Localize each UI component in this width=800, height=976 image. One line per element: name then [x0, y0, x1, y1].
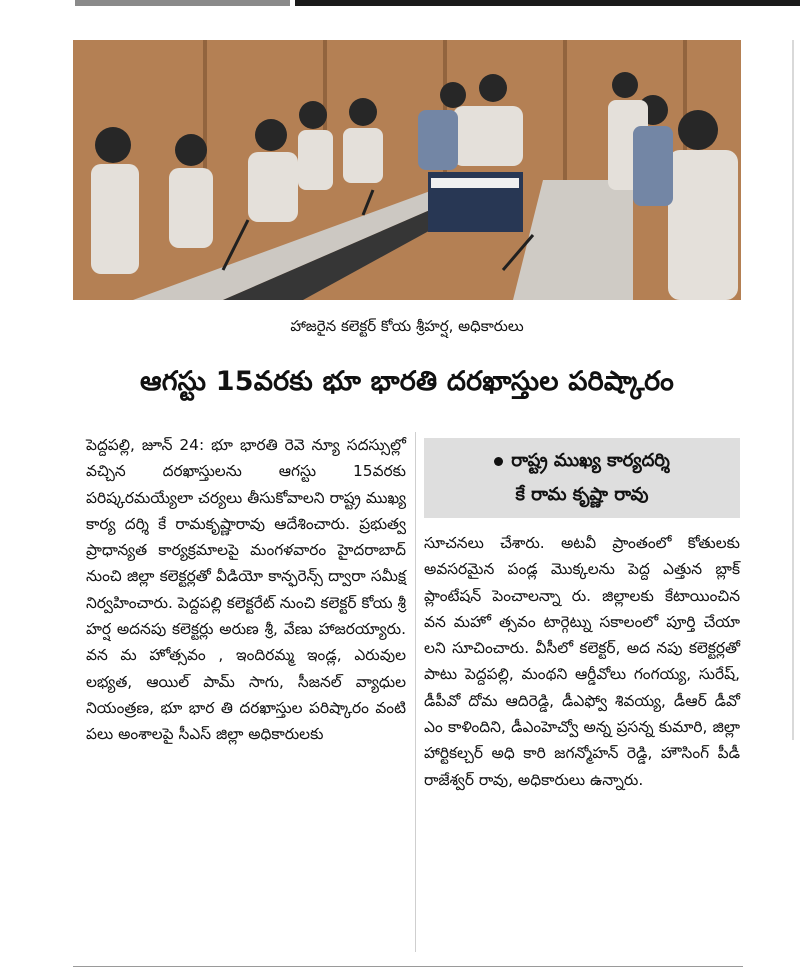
pull-quote-line-2: కే రామ కృష్ణా రావు	[515, 484, 649, 505]
news-photo	[73, 40, 741, 300]
pull-quote-line-1-text: రాష్ట్ర ముఖ్య కార్యదర్శి	[511, 450, 670, 471]
pull-quote-line-1	[424, 444, 740, 478]
top-rule-black	[295, 0, 800, 6]
article-text-column-1: పెద్దపల్లి, జూన్ 24: భూ భారతి రెవె న్యూ సదస్సుల్లో వచ్చిన దరఖాస్తులను ఆగస్టు 15వరకు పరిష్కరమయ్యేలా చర్యలు తీసుకోవాలని రాష్ట్ర ముఖ్య కార్య దర్శి కే రామకృష్ణారావు ఆదేశించారు. ప్రభుత్వ ప్రాధాన్యత కార్యక్రమాలపై మంగళవారం హైదరాబాద్ నుంచి జిల్లా కలెక్టర్లతో వీడియో కాన్ఫరెన్స్ ద్వారా సమీక్ష నిర్వహించారు. పెద్దపల్లి కలెక్టరేట్ నుంచి కలెక్టర్ కోయ శ్రీ హర్ష అదనపు కలెక్టర్లు అరుణ శ్రీ, వేణు హాజరయ్యారు. వన మ హోత్సవం , ఇందిరమ్మ ఇండ్ల, ఎరువుల లభ్యత, ఆయిల్ పామ్ సాగు, సీజనల్ వ్యాధుల నియంత్రణ, భూ భార తి దరఖాస్తుల పరిష్కారం వంటి పలు అంశాలపై సీఎస్ జిల్లా అధికారులకు	[86, 436, 406, 744]
article-column-1	[86, 432, 406, 748]
photo-caption: హాజరైన కలెక్టర్ కోయ శ్రీహర్ష, అధికారులు	[290, 317, 524, 335]
bottom-rule	[73, 966, 743, 967]
column-divider	[415, 432, 416, 952]
pull-quote-box	[424, 438, 740, 518]
page-edge-rule	[792, 40, 794, 740]
article-headline: ఆగస్టు 15వరకు భూ భారతి దరఖాస్తుల పరిష్కారం	[139, 366, 675, 397]
article-column-2	[424, 530, 740, 793]
bullet-icon	[494, 457, 503, 466]
article-text-column-2: సూచనలు చేశారు. అటవీ ప్రాంతంలో కోతులకు అవసరమైన పండ్ల మొక్కలను పెద్ద ఎత్తున బ్లాక్ ప్లాంటేషన్ పెంచాలన్నా రు. జిల్లాలకు కేటాయించిన వన మహో త్సవం టార్గెట్ను సకాలంలో పూర్తి చేయా లని సూచించారు. వీసీలో కలెక్టర్, అద నపు కలెక్టర్లతో పాటు పెద్దపల్లి, మంథని ఆర్డీవోలు గంగయ్య, సురేష్, డీపీవో దోమ ఆదిరెడ్డి, డీఎఫ్వో శివయ్య, డీఆర్ డీవో ఎం కాళిందిని, డీఎంహెచ్వో అన్న ప్రసన్న కుమారి, జిల్లా హార్టికల్చర్ అధి కారి జగన్మోహన్ రెడ్డి, హౌసింగ్ పీడీ రాజేశ్వర్ రావు, అధికారులు ఉన్నారు.	[424, 534, 740, 789]
top-rule-gray	[75, 0, 290, 6]
